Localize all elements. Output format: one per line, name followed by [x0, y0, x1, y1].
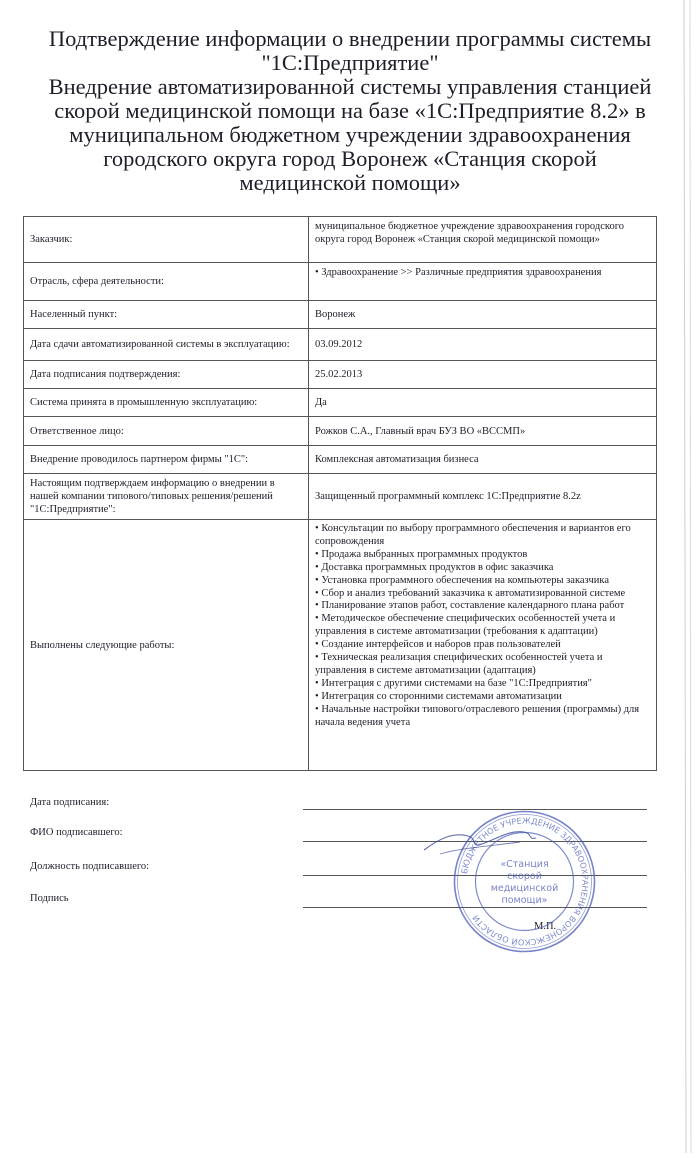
stamp-center-line-3: медицинской	[490, 883, 559, 894]
list-item: • Начальные настройки типового/отраслевого решения (программы) для начала ведения учета	[315, 704, 650, 730]
customer-label: Заказчик:	[24, 217, 309, 263]
delivery-date-value: 03.09.2012	[309, 329, 657, 361]
list-item: • Методическое обеспечение специфических особенностей учета и управления в системе автоматизации (требования к адаптации)	[315, 613, 650, 639]
partner-value: Комплексная автоматизация бизнеса	[309, 446, 657, 474]
title-line: скорой медицинской помощи на базе «1С:Предприятие 8.2» в	[54, 98, 646, 123]
list-item: • Интеграция со сторонними системами автоматизации	[315, 691, 650, 704]
accepted-label: Система принята в промышленную эксплуатацию:	[24, 389, 309, 417]
stamp-center-line-4: помощи»	[501, 895, 548, 906]
sign-date-label: Дата подписания:	[30, 797, 110, 808]
customer-value: муниципальное бюджетное учреждение здравоохранения городского округа город Воронеж «Станция скорой медицинской помощи»	[309, 217, 657, 263]
list-item: • Техническая реализация специфических особенностей учета и управления в системе автоматизации (адаптация)	[315, 652, 650, 678]
title-line: Подтверждение информации о внедрении программы системы	[48, 26, 652, 51]
stamp-place-label: М.П.	[534, 921, 557, 932]
delivery-date-label: Дата сдачи автоматизированной системы в эксплуатацию:	[24, 329, 309, 361]
list-item: • Доставка программных продуктов в офис заказчика	[315, 562, 650, 575]
table-row	[24, 389, 657, 417]
list-item: • Создание интерфейсов и наборов прав пользователей	[315, 639, 650, 652]
works-value	[309, 520, 657, 771]
stamp-ring-text: БЮДЖЕТНОЕ УЧРЕЖДЕНИЕ ЗДРАВООХРАНЕНИЯ ВОРОНЕЖСКОЙ ОБЛАСТИ	[459, 815, 591, 948]
signer-position-label: Должность подписавшего:	[30, 861, 150, 872]
table-row	[24, 361, 657, 389]
title-line: муниципальном бюджетном учреждении здравоохранения	[69, 122, 631, 147]
title-line: медицинской помощи»	[239, 170, 461, 195]
stamp-center-line-2: скорой	[507, 871, 542, 882]
list-item: • Интеграция с другими системами на базе "1С:Предприятия"	[315, 678, 650, 691]
list-item: • Сбор и анализ требований заказчика к автоматизированной системе	[315, 588, 650, 601]
list-item: • Установка программного обеспечения на компьютеры заказчика	[315, 575, 650, 588]
works-list	[315, 523, 650, 730]
info-table	[23, 216, 657, 771]
solutions-label: Настоящим подтверждаем информацию о внедрении в нашей компании типового/типовых решения/решений "1С:Предприятие":	[24, 474, 309, 520]
table-row	[24, 217, 657, 263]
title-line: "1С:Предприятие"	[261, 50, 439, 75]
table-row	[24, 329, 657, 361]
table-row	[24, 301, 657, 329]
solutions-value: Защищенный программный комплекс 1С:Предприятие 8.2z	[309, 474, 657, 520]
title-line: Внедрение автоматизированной системы управления станцией	[48, 74, 652, 99]
city-label: Населенный пункт:	[24, 301, 309, 329]
confirm-date-value: 25.02.2013	[309, 361, 657, 389]
confirm-date-label: Дата подписания подтверждения:	[24, 361, 309, 389]
table-row	[24, 446, 657, 474]
responsible-value: Рожков С.А., Главный врач БУЗ ВО «ВССМП»	[309, 417, 657, 446]
document-title	[14, 27, 686, 195]
table-row	[24, 520, 657, 771]
table-row	[24, 263, 657, 301]
title-line: городского округа город Воронеж «Станция скорой	[103, 146, 597, 171]
city-value: Воронеж	[309, 301, 657, 329]
handwritten-signature	[420, 820, 540, 860]
signer-name-label: ФИО подписавшего:	[30, 827, 123, 838]
table-row	[24, 474, 657, 520]
list-item: • Планирование этапов работ, составление календарного плана работ	[315, 600, 650, 613]
list-item: • Продажа выбранных программных продуктов	[315, 549, 650, 562]
list-item: • Консультации по выбору программного обеспечения и вариантов его сопровождения	[315, 523, 650, 549]
industry-label: Отрасль, сфера деятельности:	[24, 263, 309, 301]
responsible-label: Ответственное лицо:	[24, 417, 309, 446]
signature-label: Подпись	[30, 893, 69, 904]
accepted-value: Да	[309, 389, 657, 417]
industry-value: • Здравоохранение >> Различные предприятия здравоохранения	[309, 263, 657, 301]
table-row	[24, 417, 657, 446]
scan-edge	[682, 0, 700, 1153]
partner-label: Внедрение проводилось партнером фирмы "1С":	[24, 446, 309, 474]
stamp-center-line-1: «Станция	[500, 859, 549, 870]
works-label: Выполнены следующие работы:	[24, 520, 309, 771]
